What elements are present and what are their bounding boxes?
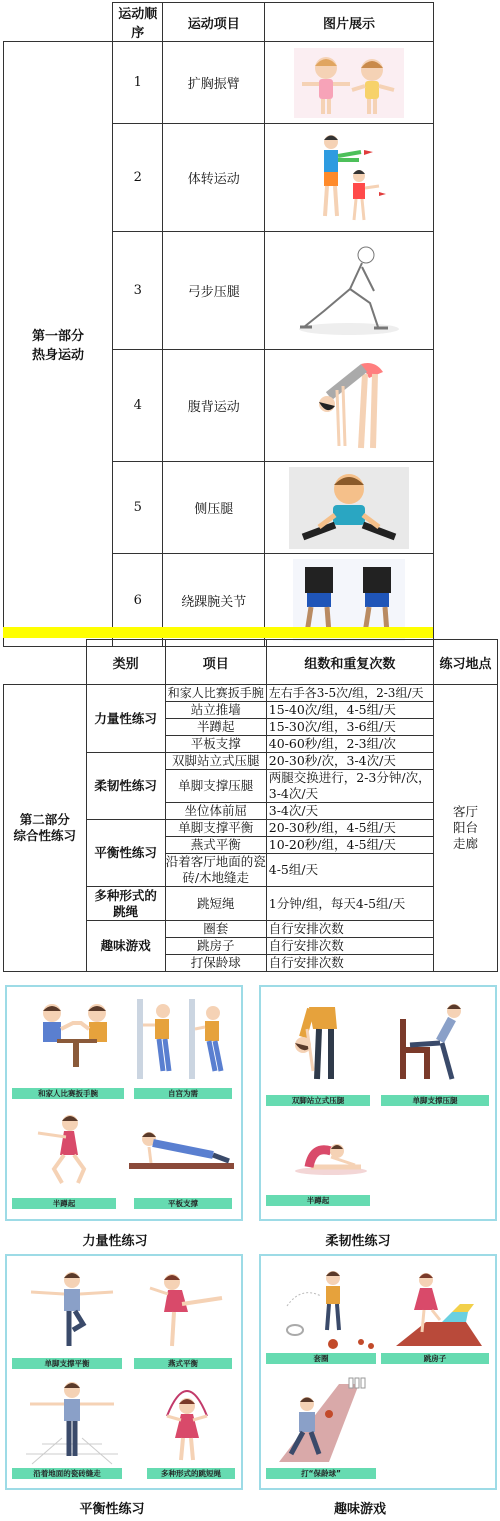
item-name: 双脚站立式压腿	[165, 753, 266, 770]
panel-label: 半蹲起	[266, 1195, 370, 1206]
picture-cell	[264, 232, 433, 350]
panel-label: 双脚站立式压腿	[266, 1095, 370, 1106]
panel-label: 套圈	[266, 1353, 376, 1364]
row-exercise: 腹背运动	[163, 350, 265, 462]
part2-label-line2: 综合性练习	[13, 828, 77, 843]
row-no: 2	[113, 124, 163, 232]
part2-label	[4, 685, 87, 972]
picture-cell	[264, 350, 433, 462]
one-leg-balance-illustration	[27, 1268, 117, 1348]
item-name: 跳短绳	[165, 887, 266, 921]
row-exercise: 绕踝腕关节	[163, 554, 265, 647]
panel-label: 单脚支撑压腿	[381, 1095, 489, 1106]
item-reps: 两腿交换进行，2-3分钟/次，3-4次/天	[266, 770, 433, 803]
item-name: 打保龄球	[165, 955, 266, 972]
location-line: 走廊	[452, 836, 478, 851]
item-reps: 自行安排次数	[266, 938, 433, 955]
side-lunge-illustration	[289, 467, 409, 549]
item-reps: 15-40次/组，4-5组/天	[266, 702, 433, 719]
item-name: 平板支撑	[165, 736, 266, 753]
item-name: 单脚支撑平衡	[165, 820, 266, 837]
strength-panel	[5, 985, 243, 1221]
location-cell	[433, 685, 497, 972]
part1-label-line2: 热身运动	[32, 348, 85, 363]
highlight-bar	[3, 627, 433, 638]
picture-cell	[264, 124, 433, 232]
row-exercise: 弓步压腿	[163, 232, 265, 350]
panel-label: 多种形式的跳短绳	[147, 1468, 235, 1479]
lunge-stretch-illustration	[294, 241, 404, 341]
jump-rope-illustration	[147, 1376, 227, 1466]
warmup-table	[3, 2, 434, 647]
panel-label: 跳房子	[381, 1353, 489, 1364]
item-name: 单脚支撑压腿	[165, 770, 266, 803]
panel-label: 沿着地面的瓷砖缝走	[12, 1468, 122, 1479]
category-strength: 力量性练习	[86, 685, 165, 753]
standing-leg-stretch-illustration	[279, 999, 359, 1083]
seated-forward-bend-illustration	[291, 1127, 371, 1177]
panel-label: 单脚支撑平衡	[12, 1358, 122, 1369]
category-balance: 平衡性练习	[86, 820, 165, 887]
location-line: 客厅	[452, 804, 478, 819]
item-name: 站立推墙	[165, 702, 266, 719]
forward-bend-illustration	[309, 356, 389, 456]
balance-caption: 平衡性练习	[79, 1502, 145, 1517]
panel-label: 平板支撑	[134, 1198, 232, 1209]
item-reps: 4-5组/天	[266, 854, 433, 887]
item-reps: 20-30秒/次，3-4次/天	[266, 753, 433, 770]
arm-wrestling-illustration	[27, 999, 127, 1069]
plank-illustration	[129, 1127, 234, 1172]
row-exercise: 侧压腿	[163, 462, 265, 554]
part2-label-line1: 第二部分	[19, 812, 70, 827]
comprehensive-table	[3, 639, 498, 972]
category-fun: 趣味游戏	[86, 921, 165, 972]
arm-swing-illustration	[294, 48, 404, 118]
col-header-item: 项目	[165, 640, 266, 685]
panel-label: 半蹲起	[12, 1198, 116, 1209]
item-name: 半蹲起	[165, 719, 266, 736]
ring-toss-illustration	[281, 1266, 381, 1351]
half-squat-illustration	[32, 1109, 102, 1189]
flexibility-caption: 柔韧性练习	[325, 1234, 391, 1249]
item-reps: 15-30次/组，3-6组/天	[266, 719, 433, 736]
bowling-illustration	[269, 1374, 379, 1464]
row-no: 5	[113, 462, 163, 554]
item-name: 和家人比赛扳手腕	[165, 685, 266, 702]
swallow-balance-illustration	[142, 1268, 227, 1348]
balance-panel	[5, 1254, 243, 1490]
row-no: 4	[113, 350, 163, 462]
item-reps: 自行安排次数	[266, 955, 433, 972]
empty-corner	[4, 3, 113, 42]
flexibility-panel	[259, 985, 497, 1221]
item-name: 圈套	[165, 921, 266, 938]
category-rope	[86, 887, 165, 921]
hopscotch-illustration	[386, 1266, 486, 1351]
item-name: 跳房子	[165, 938, 266, 955]
location-line: 阳台	[452, 820, 478, 835]
item-name: 坐位体前屈	[165, 803, 266, 820]
item-reps: 10-20秒/组，4-5组/天	[266, 837, 433, 854]
row-no: 3	[113, 232, 163, 350]
part1-label	[4, 42, 113, 647]
row-no: 1	[113, 42, 163, 124]
col-header-exercise: 运动项目	[163, 3, 265, 42]
col-header-reps: 组数和重复次数	[266, 640, 433, 685]
panel-label: 打“保龄球”	[266, 1468, 376, 1479]
strength-caption: 力量性练习	[82, 1234, 148, 1249]
item-name: 沿着客厅地面的瓷砖/木地缝走	[165, 854, 266, 885]
item-reps: 40-60秒/组，2-3组/次	[266, 736, 433, 753]
wall-push-illustration	[135, 999, 225, 1079]
picture-cell	[264, 462, 433, 554]
category-rope-line1: 多种形式的	[94, 887, 157, 903]
picture-cell	[264, 42, 433, 124]
empty-corner	[4, 640, 87, 685]
panel-label: 自宫为需	[134, 1088, 232, 1099]
item-reps: 3-4次/天	[266, 803, 433, 820]
body-twist-illustration	[309, 132, 389, 224]
panel-label: 和家人比赛扳手腕	[12, 1088, 124, 1099]
part1-label-line1: 第一部分	[32, 329, 85, 344]
category-flexibility: 柔韧性练习	[86, 753, 165, 820]
row-exercise: 体转运动	[163, 124, 265, 232]
row-exercise: 扩胸振臂	[163, 42, 265, 124]
fun-caption: 趣味游戏	[333, 1502, 386, 1517]
item-reps: 1分钟/组，每天4-5组/天	[266, 887, 433, 921]
item-reps: 自行安排次数	[266, 921, 433, 938]
category-rope-line2: 跳绳	[113, 903, 139, 919]
fun-panel	[259, 1254, 497, 1490]
col-header-location: 练习地点	[433, 640, 497, 685]
panel-label: 燕式平衡	[134, 1358, 232, 1369]
col-header-category: 类别	[86, 640, 165, 685]
item-reps: 左右手各3-5次/组，2-3组/天	[266, 685, 433, 702]
item-reps: 20-30秒/组，4-5组/天	[266, 820, 433, 837]
item-name: 燕式平衡	[165, 837, 266, 854]
tile-line-walk-illustration	[22, 1378, 122, 1468]
col-header-order: 运动顺序	[113, 3, 163, 42]
row-no: 6	[113, 554, 163, 647]
one-leg-support-stretch-illustration	[396, 999, 481, 1083]
col-header-picture: 图片展示	[264, 3, 433, 42]
